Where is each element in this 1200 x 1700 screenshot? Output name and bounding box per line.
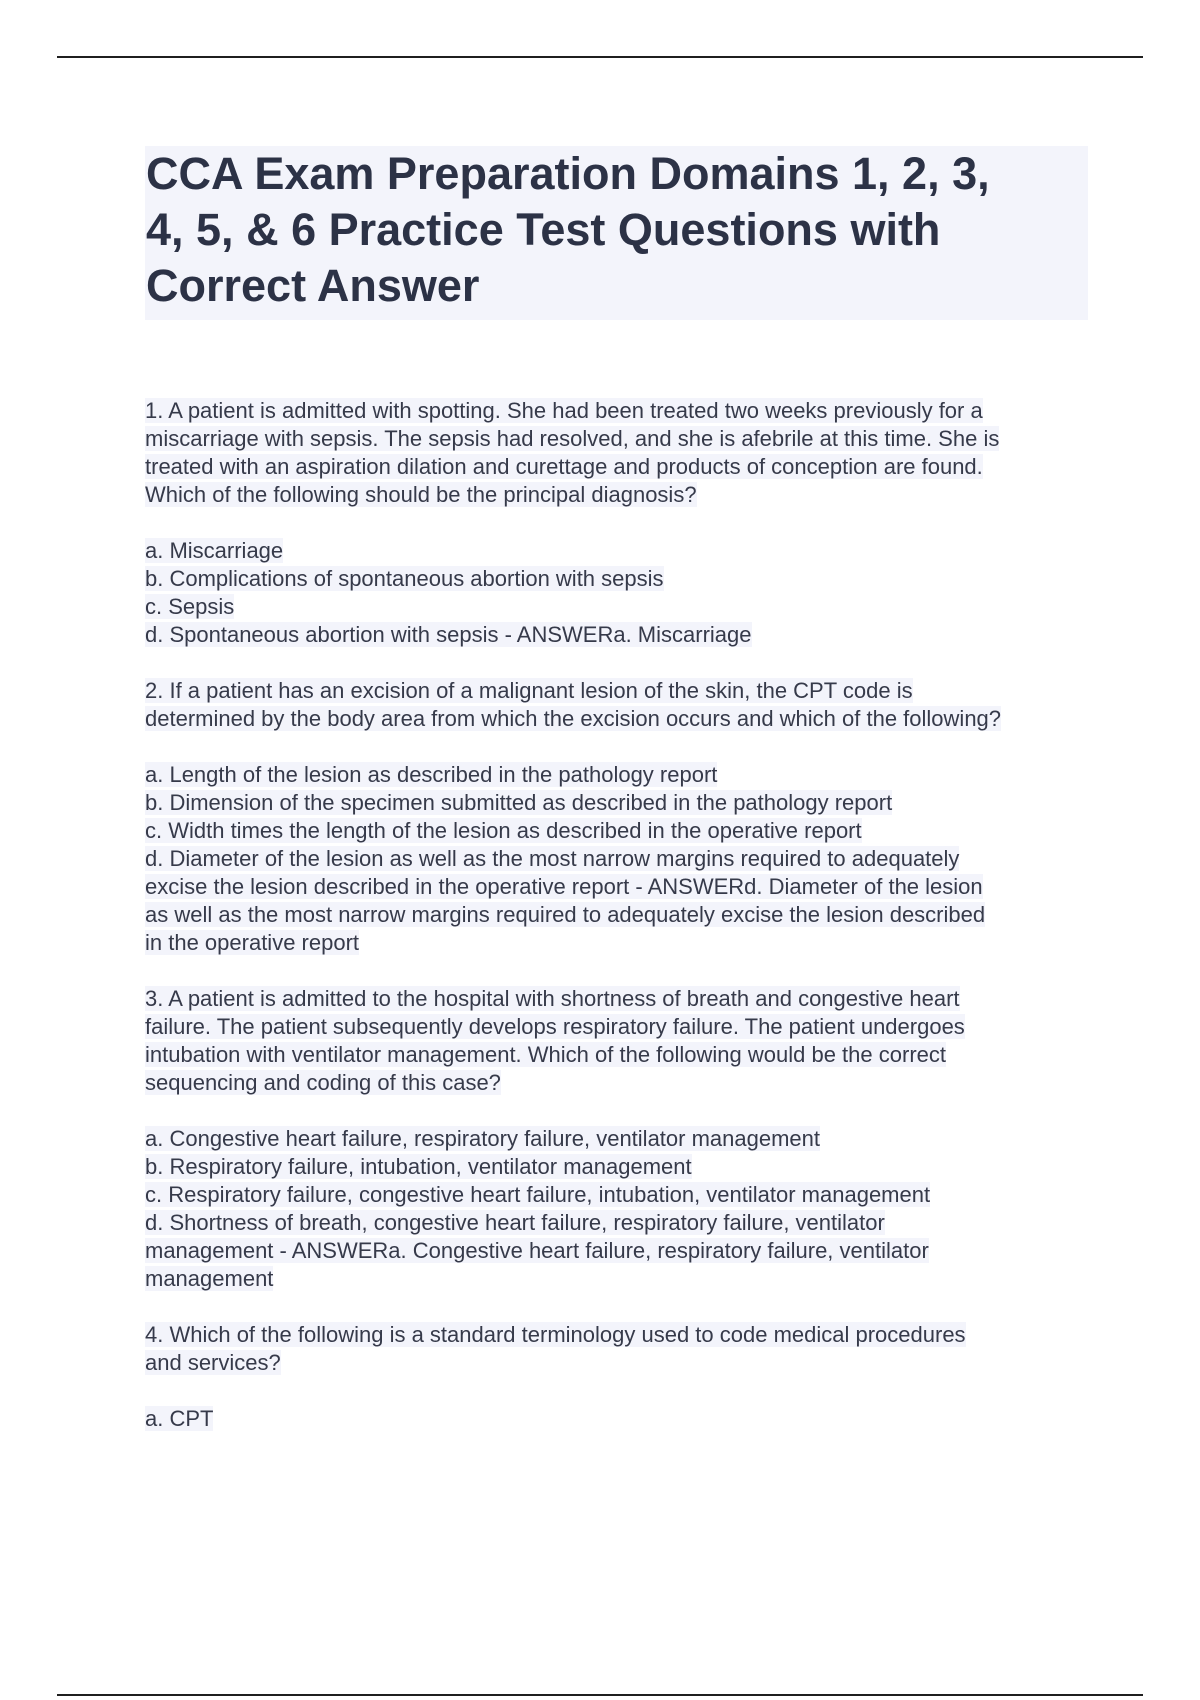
option-line: a. Length of the lesion as described in the pathology report: [145, 762, 718, 787]
title-line: CCA Exam Preparation Domains 1, 2, 3,: [146, 148, 990, 199]
top-rule: [57, 56, 1143, 58]
question-text-line: miscarriage with sepsis. The sepsis had resolved, and she is afebrile at this time. She is: [145, 426, 1000, 451]
option-line: d. Spontaneous abortion with sepsis - ANSWERa. Miscarriage: [145, 622, 752, 647]
title-block: [145, 146, 1088, 320]
question-text-line: treated with an aspiration dilation and curettage and products of conception are found.: [145, 454, 983, 479]
option-line: a. Congestive heart failure, respiratory failure, ventilator management: [145, 1126, 821, 1151]
title-line: Correct Answer: [146, 260, 480, 311]
title-line: 4, 5, & 6 Practice Test Questions with: [146, 204, 941, 255]
option-line: as well as the most narrow margins required to adequately excise the lesion described: [145, 902, 986, 927]
option-line: a. CPT: [145, 1406, 214, 1431]
option-line: d. Diameter of the lesion as well as the most narrow margins required to adequately: [145, 846, 960, 871]
option-line: management: [145, 1266, 274, 1291]
option-line: b. Complications of spontaneous abortion with sepsis: [145, 566, 664, 591]
question-text-line: failure. The patient subsequently develops respiratory failure. The patient undergoes: [145, 1014, 965, 1039]
question-4: [145, 1321, 1095, 1433]
option-line: b. Dimension of the specimen submitted as described in the pathology report: [145, 790, 893, 815]
question-text-line: sequencing and coding of this case?: [145, 1070, 501, 1095]
question-text-line: determined by the body area from which the excision occurs and which of the following?: [145, 706, 1002, 731]
option-line: management - ANSWERa. Congestive heart failure, respiratory failure, ventilator: [145, 1238, 929, 1263]
question-text-line: intubation with ventilator management. Which of the following would be the correct: [145, 1042, 946, 1067]
option-line: in the operative report: [145, 930, 360, 955]
option-line: a. Miscarriage: [145, 538, 284, 563]
question-1: [145, 397, 1095, 649]
question-3: [145, 985, 1095, 1293]
question-text-line: 1. A patient is admitted with spotting. She had been treated two weeks previously for a: [145, 398, 983, 423]
option-line: b. Respiratory failure, intubation, ventilator management: [145, 1154, 692, 1179]
question-text-line: 4. Which of the following is a standard terminology used to code medical procedures: [145, 1322, 966, 1347]
option-line: c. Width times the length of the lesion as described in the operative report: [145, 818, 862, 843]
question-text-line: Which of the following should be the principal diagnosis?: [145, 482, 697, 507]
document-body: [145, 397, 1095, 1433]
option-line: c. Sepsis: [145, 594, 235, 619]
question-text-line: 2. If a patient has an excision of a malignant lesion of the skin, the CPT code is: [145, 678, 913, 703]
question-text-line: and services?: [145, 1350, 281, 1375]
question-2: [145, 677, 1095, 957]
question-text-line: 3. A patient is admitted to the hospital with shortness of breath and congestive heart: [145, 986, 960, 1011]
bottom-rule: [57, 1694, 1143, 1696]
option-line: c. Respiratory failure, congestive heart failure, intubation, ventilator management: [145, 1182, 931, 1207]
document-title: [145, 146, 1088, 314]
option-line: d. Shortness of breath, congestive heart failure, respiratory failure, ventilator: [145, 1210, 885, 1235]
option-line: excise the lesion described in the operative report - ANSWERd. Diameter of the lesion: [145, 874, 983, 899]
